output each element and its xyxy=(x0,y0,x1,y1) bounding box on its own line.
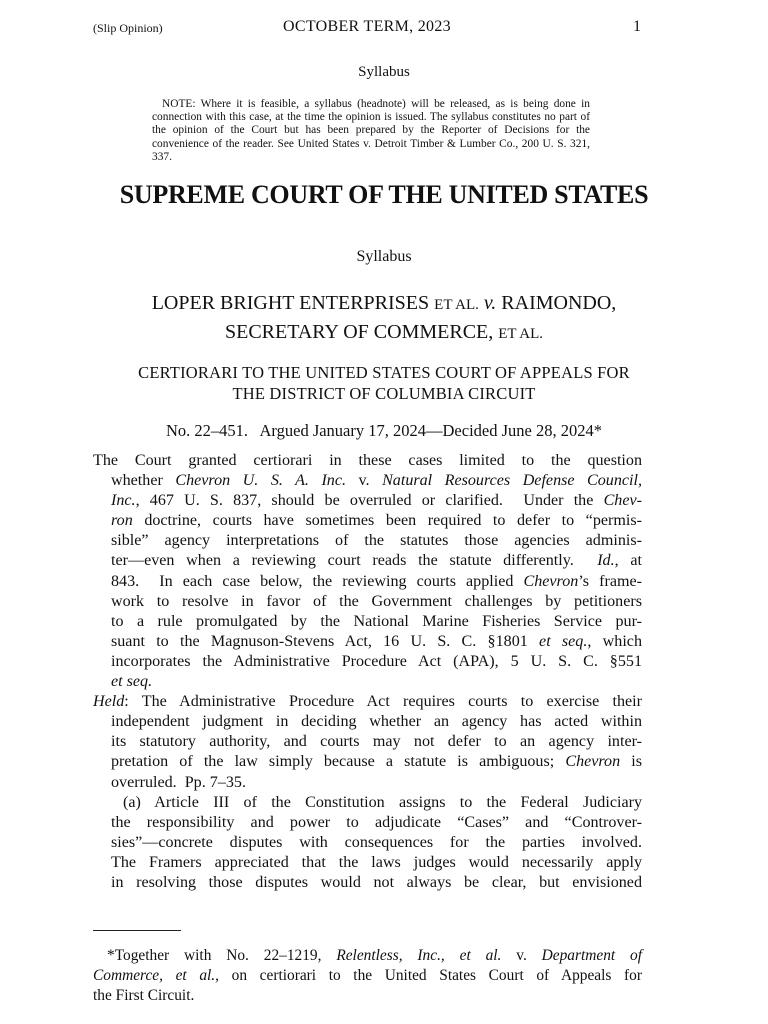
text-run: incorporates the Administrative Procedure Act (APA), 5 U. S. C. §551 xyxy=(111,652,642,670)
case-name-italic: Chevron xyxy=(565,753,621,771)
text-run: the First Circuit. xyxy=(93,987,195,1004)
text-line xyxy=(93,773,642,793)
citation-italic: Id. xyxy=(597,552,615,570)
caption-et-al-2: ET AL. xyxy=(498,326,543,342)
text-run: *Together with No. 22–1219, xyxy=(107,947,337,964)
text-run: , 467 U. S. 837, should be overruled or clarified. Under the xyxy=(135,492,604,510)
text-line xyxy=(93,632,642,652)
paragraph-article-iii xyxy=(93,793,642,893)
term-heading: OCTOBER TERM, 2023 xyxy=(283,18,451,35)
text-run: (a) Article III of the Constitution assigns to the Federal Judiciary xyxy=(123,793,642,811)
text-line xyxy=(93,451,642,471)
text-line xyxy=(93,712,642,732)
text-run: The Court granted certiorari in these cases limited to the question xyxy=(93,452,642,469)
caption-line-1 xyxy=(0,290,768,319)
text-line xyxy=(93,551,642,571)
text-line xyxy=(93,531,642,551)
slip-opinion-label: (Slip Opinion) xyxy=(93,21,163,35)
text-run: whether xyxy=(111,472,176,490)
caption-respondent: RAIMONDO, xyxy=(501,292,617,314)
text-line xyxy=(93,652,642,672)
caption-versus: v. xyxy=(478,292,502,314)
text-line xyxy=(93,873,642,893)
text-run: independent judgment in deciding whether an agency has acted within xyxy=(111,713,642,731)
footnote-divider xyxy=(93,930,181,931)
running-head xyxy=(93,18,641,40)
docket-line: No. 22–451. Argued January 17, 2024—Decided June 28, 2024* xyxy=(166,421,602,440)
text-line xyxy=(93,833,642,853)
syllabus-body xyxy=(93,451,642,893)
text-line xyxy=(93,612,642,632)
case-name-italic: Inc. xyxy=(111,492,136,510)
text-run: doctrine, courts have sometimes been required to defer to “permis- xyxy=(132,512,642,530)
text-run: , at xyxy=(614,552,642,570)
text-run: in resolving those disputes would not always be clear, but envisioned xyxy=(111,873,642,891)
text-run: work to resolve in favor of the Government challenges by petitioners xyxy=(111,592,642,610)
text-line xyxy=(93,672,642,692)
text-line xyxy=(93,793,642,813)
text-line xyxy=(93,491,642,511)
text-run: suant to the Magnuson-Stevens Act, 16 U. S. C. §1801 xyxy=(111,632,540,650)
certiorari-line-2: THE DISTRICT OF COLUMBIA CIRCUIT xyxy=(232,384,536,403)
caption-petitioner: LOPER BRIGHT ENTERPRISES xyxy=(151,292,435,314)
text-run: v. xyxy=(346,472,383,490)
text-line xyxy=(93,986,642,1006)
syllabus-heading-top: Syllabus xyxy=(358,64,410,80)
text-run: its statutory authority, and courts may not defer to an agency inter- xyxy=(111,733,642,751)
text-run: sible” agency interpretations of the statutes those agencies adminis- xyxy=(111,532,642,550)
case-name-italic: Relentless, Inc., et al. xyxy=(336,947,502,964)
citation-italic: et seq. xyxy=(111,673,153,691)
text-line xyxy=(93,732,642,752)
text-run: pretation of the law simply because a statute is ambiguous; xyxy=(111,753,566,771)
text-run: v. xyxy=(501,947,542,964)
case-name-italic: Natural Resources Defense Council, xyxy=(382,472,643,490)
certiorari-line-1: CERTIORARI TO THE UNITED STATES COURT OF APPEALS FOR xyxy=(138,363,630,382)
court-name-heading: SUPREME COURT OF THE UNITED STATES xyxy=(119,180,649,209)
text-run: , which xyxy=(587,632,642,650)
certiorari-heading xyxy=(0,362,768,404)
case-name-italic: Chev- xyxy=(603,492,642,510)
text-run: ’s frame- xyxy=(578,572,643,590)
text-run: sies”—concrete disputes with consequences for the parties involved. xyxy=(111,833,642,851)
text-run: to a rule promulgated by the National Marine Fisheries Service pur- xyxy=(111,612,642,630)
paragraph-held xyxy=(93,692,642,792)
text-run: is xyxy=(620,753,642,771)
text-run: , on certiorari to the United States Court of Appeals for xyxy=(215,967,642,984)
text-run: overruled. Pp. 7–35. xyxy=(111,773,246,791)
syllabus-heading-mid: Syllabus xyxy=(356,248,412,265)
text-line xyxy=(93,946,642,966)
case-name-italic: Chevron xyxy=(523,572,579,590)
case-name-italic: ron xyxy=(111,512,133,530)
text-line xyxy=(93,853,642,873)
text-line xyxy=(93,752,642,772)
caption-respondent-title: SECRETARY OF COMMERCE, xyxy=(225,321,499,343)
text-line xyxy=(93,813,642,833)
case-name-italic: Department of xyxy=(541,947,642,964)
reporter-note xyxy=(152,98,590,164)
text-line xyxy=(93,966,642,986)
text-line xyxy=(93,471,642,491)
text-run: the responsibility and power to adjudicate “Cases” and “Controver- xyxy=(111,813,642,831)
case-name-italic: Chevron U. S. A. Inc. xyxy=(175,472,347,490)
case-caption xyxy=(0,290,768,348)
text-line xyxy=(93,592,642,612)
text-run: 843. In each case below, the reviewing courts applied xyxy=(111,572,524,590)
footnote xyxy=(93,946,642,1006)
note-text: NOTE: Where it is feasible, a syllabus (headnote) will be released, as is being done in connection with this case, at the time the opinion is issued. The syllabus constitutes no part of the opinion of the Court but has been prepared by the Reporter of Decisions for the convenience of the reader. See United States v. Detroit Timber & Lumber Co., 200 U. S. 321, 337. xyxy=(152,98,590,163)
caption-et-al-1: ET AL. xyxy=(434,297,479,313)
case-name-italic: Commerce, et al. xyxy=(93,967,216,984)
held-label: Held xyxy=(93,693,125,711)
text-run: : The Administrative Procedure Act requires courts to exercise their xyxy=(124,693,642,711)
paragraph-cert-granted xyxy=(93,451,642,692)
text-line xyxy=(93,572,642,592)
text-line xyxy=(93,511,642,531)
text-run: The Framers appreciated that the laws judges would necessarily apply xyxy=(111,853,642,871)
text-run: ter—even when a reviewing court reads the statute differently. xyxy=(111,552,598,570)
citation-italic: et seq. xyxy=(539,632,588,650)
text-line xyxy=(93,692,642,712)
caption-line-2 xyxy=(0,319,768,348)
page-number: 1 xyxy=(633,18,641,35)
